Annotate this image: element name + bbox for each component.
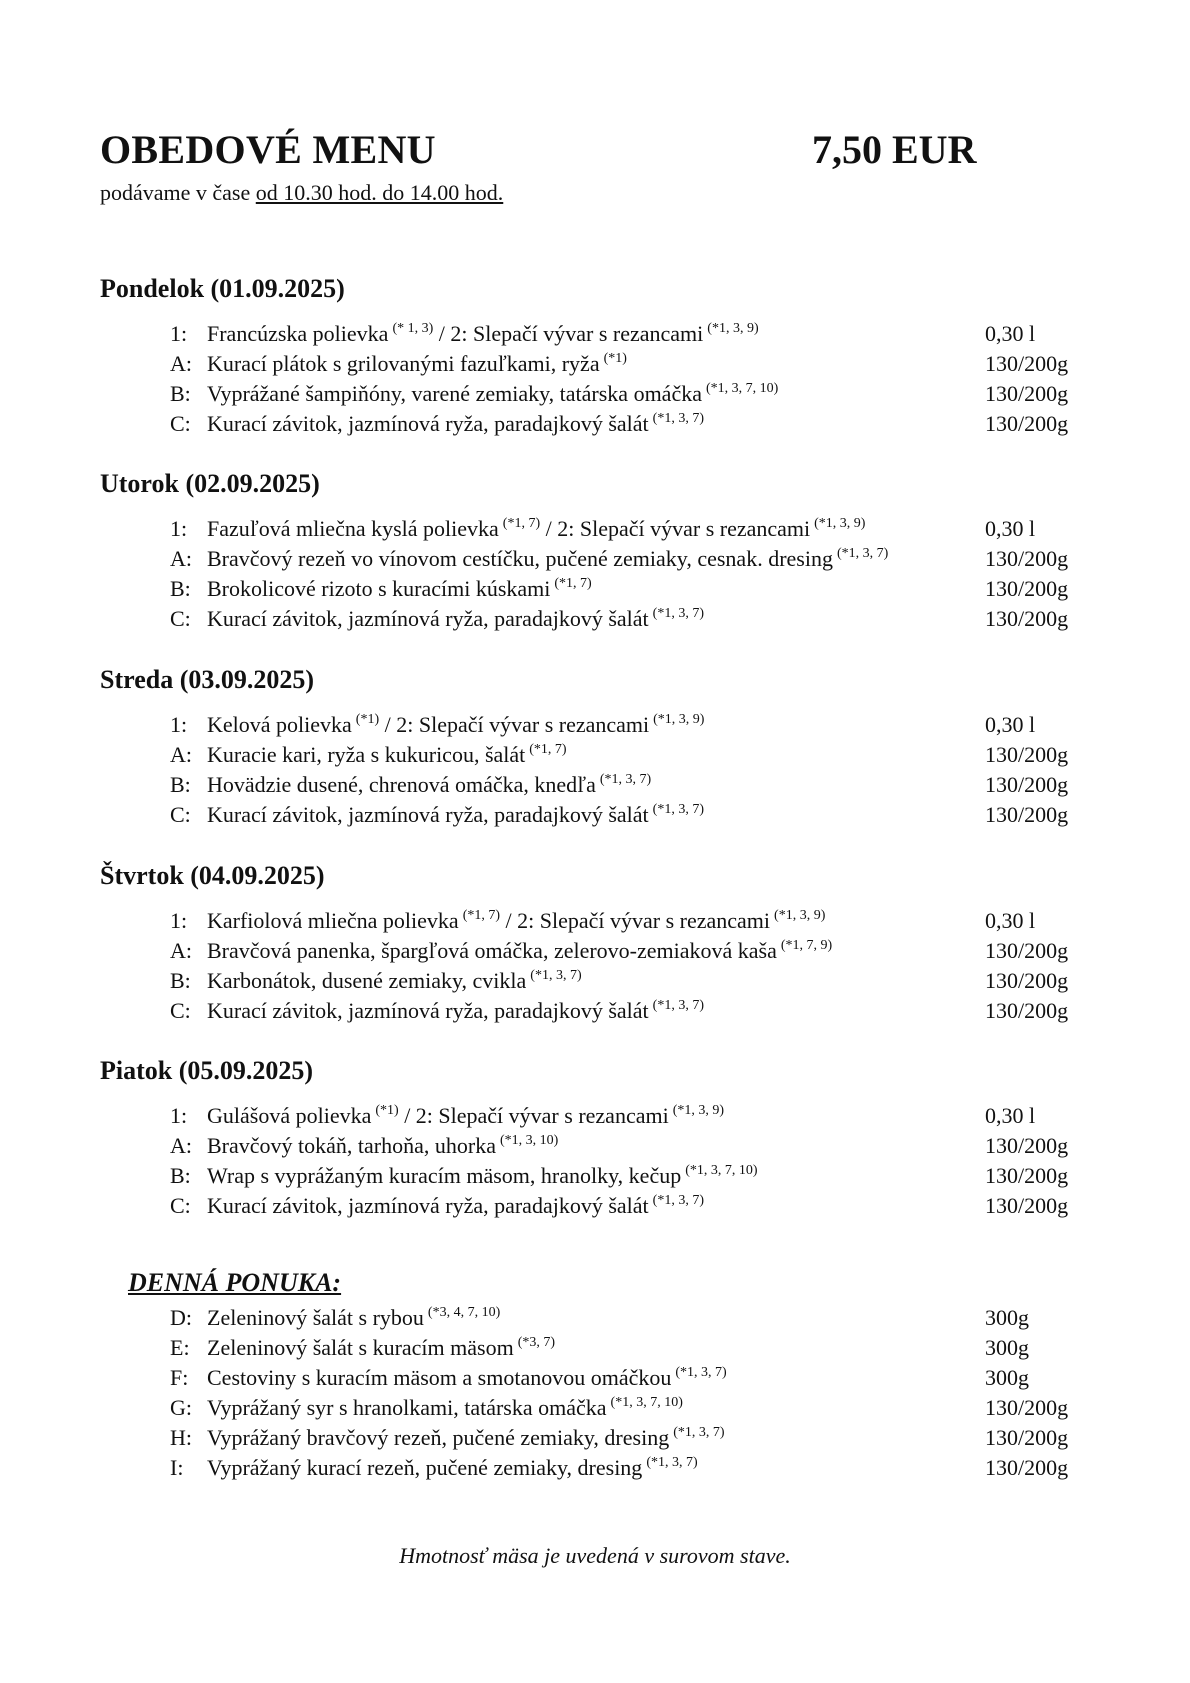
item-name-line (207, 576, 592, 602)
item-amount: 130/200g (985, 742, 1069, 767)
menu-item-row (0, 411, 1190, 441)
item-name-alt: / 2: Slepačí vývar s rezancami (379, 712, 650, 737)
item-name-line (207, 411, 704, 437)
item-code: 1: (170, 712, 188, 737)
item-code: C: (170, 1193, 191, 1218)
item-amount: 130/200g (985, 938, 1069, 963)
allergen-codes: (*1, 7) (554, 576, 592, 591)
menu-item-row (0, 606, 1190, 636)
allergen-codes: (*3, 7) (517, 1335, 556, 1350)
item-name: Francúzska polievka (207, 321, 389, 346)
item-amount: 130/200g (985, 998, 1069, 1023)
allergen-codes: (*1, 3, 7) (836, 546, 889, 561)
item-amount: 130/200g (985, 1455, 1069, 1480)
menu-item-row (0, 1425, 1190, 1455)
item-name: Bravčový rezeň vo vínovom cestíčku, pučené zemiaky, cesnak. dresing (207, 546, 833, 571)
allergen-codes: (*1, 7) (502, 516, 541, 531)
menu-item-row (0, 1335, 1190, 1365)
item-code: B: (170, 772, 191, 797)
item-code: C: (170, 411, 191, 436)
item-name: Kurací závitok, jazmínová ryža, paradajkový šalát (207, 998, 649, 1023)
menu-item-row (0, 938, 1190, 968)
menu-item-row (0, 772, 1190, 802)
item-code: C: (170, 802, 191, 827)
item-name: Kurací závitok, jazmínová ryža, paradajkový šalát (207, 802, 649, 827)
allergen-codes: (*1) (355, 712, 380, 727)
item-amount: 130/200g (985, 1425, 1069, 1450)
item-name-line (207, 968, 582, 994)
allergen-codes: (* 1, 3) (392, 321, 434, 336)
item-name: Kurací závitok, jazmínová ryža, paradajkový šalát (207, 606, 649, 631)
item-name: Kuracie kari, ryža s kukuricou, šalát (207, 742, 526, 767)
allergen-codes: (*1, 3, 7) (599, 772, 652, 787)
item-amount: 0,30 l (985, 908, 1036, 933)
item-name: Vyprážané šampiňóny, varené zemiaky, tatárska omáčka (207, 381, 702, 406)
item-code: H: (170, 1425, 192, 1450)
item-name-line (207, 606, 704, 632)
allergen-codes: (*1) (375, 1103, 399, 1118)
item-name: Cestoviny s kuracím mäsom a smotanovou omáčkou (207, 1365, 672, 1390)
item-amount: 130/200g (985, 1193, 1069, 1218)
item-name: Vyprážaný syr s hranolkami, tatárska omáčka (207, 1395, 607, 1420)
item-amount: 130/200g (985, 1163, 1069, 1188)
menu-item-row (0, 351, 1190, 381)
footnote: Hmotnosť mäsa je uvedená v surovom stave. (399, 1543, 791, 1568)
menu-price: 7,50 EUR (812, 127, 977, 172)
item-name: Fazuľová mliečna kyslá polievka (207, 516, 499, 541)
item-amount: 0,30 l (985, 1103, 1036, 1128)
item-amount: 300g (985, 1365, 1029, 1390)
allergen-codes: (*1, 3, 7) (646, 1455, 698, 1470)
item-name-line (207, 772, 651, 798)
item-amount: 130/200g (985, 381, 1069, 406)
item-amount: 130/200g (985, 606, 1069, 631)
item-code: D: (170, 1305, 192, 1330)
allergen-codes: (*1, 3, 7) (673, 1425, 725, 1440)
item-name: Gulášová polievka (207, 1103, 372, 1128)
allergen-codes: (*1, 3, 7, 10) (610, 1395, 683, 1410)
item-name: Brokolicové rizoto s kuracími kúskami (207, 576, 551, 601)
item-name: Kurací závitok, jazmínová ryža, paradajkový šalát (207, 411, 649, 436)
item-name: Wrap s vyprážaným kuracím mäsom, hranolky, kečup (207, 1163, 682, 1188)
menu-item-row (0, 546, 1190, 576)
allergen-codes: (*1, 3, 7) (652, 1193, 704, 1208)
item-name-line (207, 381, 778, 407)
allergen-codes-alt: (*1, 3, 9) (653, 712, 705, 727)
allergen-codes: (*1, 3, 7) (652, 998, 704, 1013)
menu-item-row (0, 1395, 1190, 1425)
item-name-line (207, 321, 759, 347)
item-name-alt: / 2: Slepačí vývar s rezancami (500, 908, 771, 933)
item-code: G: (170, 1395, 192, 1420)
item-code: B: (170, 968, 191, 993)
item-name: Vyprážaný kurací rezeň, pučené zemiaky, dresing (207, 1455, 643, 1480)
item-amount: 130/200g (985, 968, 1069, 993)
item-code: B: (170, 576, 191, 601)
day-heading: Pondelok (01.09.2025) (100, 274, 345, 303)
item-code: A: (170, 1133, 192, 1158)
item-amount: 0,30 l (985, 321, 1036, 346)
item-name: Karfiolová mliečna polievka (207, 908, 459, 933)
allergen-codes-alt: (*1, 3, 9) (814, 516, 866, 531)
menu-title: OBEDOVÉ MENU (100, 127, 436, 172)
item-name: Bravčová panenka, špargľová omáčka, zelerovo-zemiaková kaša (207, 938, 777, 963)
allergen-codes: (*1, 7, 9) (780, 938, 833, 953)
item-name-line (207, 802, 704, 828)
item-amount: 300g (985, 1335, 1029, 1360)
menu-item-row (0, 1133, 1190, 1163)
allergen-codes-alt: (*1, 3, 9) (672, 1103, 725, 1118)
item-amount: 130/200g (985, 576, 1069, 601)
serving-time (100, 180, 503, 206)
item-code: B: (170, 1163, 191, 1188)
allergen-codes: (*1, 3, 7) (652, 606, 704, 621)
item-code: 1: (170, 908, 188, 933)
daily-offer-title: DENNÁ PONUKA: (128, 1268, 342, 1297)
day-heading: Piatok (05.09.2025) (100, 1056, 314, 1085)
item-amount: 0,30 l (985, 516, 1036, 541)
item-amount: 130/200g (985, 1133, 1069, 1158)
item-name-alt: / 2: Slepačí vývar s rezancami (433, 321, 704, 346)
allergen-codes: (*1, 3, 7) (675, 1365, 727, 1380)
item-name-line (207, 1455, 698, 1481)
day-heading: Streda (03.09.2025) (100, 665, 315, 694)
menu-item-row (0, 742, 1190, 772)
menu-item-row (0, 576, 1190, 606)
item-code: C: (170, 998, 191, 1023)
item-name-line (207, 998, 704, 1024)
item-name-alt: / 2: Slepačí vývar s rezancami (540, 516, 811, 541)
item-name-line (207, 938, 832, 964)
item-code: A: (170, 546, 192, 571)
item-name-line (207, 1163, 758, 1189)
item-code: B: (170, 381, 191, 406)
item-name: Hovädzie dusené, chrenová omáčka, knedľa (207, 772, 596, 797)
menu-item-row (0, 1305, 1190, 1335)
item-code: E: (170, 1335, 190, 1360)
item-amount: 130/200g (985, 351, 1069, 376)
day-heading: Utorok (02.09.2025) (100, 469, 320, 498)
item-code: C: (170, 606, 191, 631)
item-name-line (207, 1395, 683, 1421)
item-name-line (207, 712, 704, 738)
allergen-codes: (*1, 3, 7) (652, 802, 704, 817)
allergen-codes: (*1, 3, 10) (499, 1133, 559, 1148)
allergen-codes: (*1, 7) (529, 742, 567, 757)
menu-item-row (0, 1455, 1190, 1485)
item-name-line (207, 1193, 704, 1219)
item-name: Bravčový tokáň, tarhoňa, uhorka (207, 1133, 496, 1158)
item-name-line (207, 351, 627, 377)
menu-item-row (0, 712, 1190, 742)
menu-item-row (0, 998, 1190, 1028)
item-name-line (207, 742, 567, 768)
item-amount: 130/200g (985, 772, 1069, 797)
item-name: Zeleninový šalát s rybou (207, 1305, 424, 1330)
item-name-line (207, 1425, 725, 1451)
item-code: A: (170, 938, 192, 963)
item-code: 1: (170, 1103, 188, 1128)
item-name: Kelová polievka (207, 712, 352, 737)
menu-item-row (0, 321, 1190, 351)
serving-prefix: podávame v čase (100, 180, 256, 205)
allergen-codes: (*1, 3, 7) (530, 968, 582, 983)
item-amount: 130/200g (985, 1395, 1069, 1420)
item-name-line (207, 546, 888, 572)
menu-item-row (0, 908, 1190, 938)
allergen-codes: (*3, 4, 7, 10) (427, 1305, 501, 1320)
menu-item-row (0, 516, 1190, 546)
menu-item-row (0, 381, 1190, 411)
item-code: 1: (170, 321, 188, 346)
item-name-alt: / 2: Slepačí vývar s rezancami (398, 1103, 669, 1128)
item-code: I: (170, 1455, 184, 1480)
day-heading: Štvrtok (04.09.2025) (100, 861, 325, 890)
menu-item-row (0, 1365, 1190, 1395)
allergen-codes: (*1, 3, 7, 10) (685, 1163, 758, 1178)
menu-item-row (0, 1163, 1190, 1193)
item-amount: 130/200g (985, 802, 1069, 827)
item-amount: 130/200g (985, 411, 1069, 436)
item-name-line (207, 1103, 724, 1129)
allergen-codes: (*1) (603, 351, 627, 366)
item-name-line (207, 1133, 558, 1159)
item-name: Karbonátok, dusené zemiaky, cvikla (207, 968, 527, 993)
item-amount: 130/200g (985, 546, 1069, 571)
item-name-line (207, 1335, 555, 1361)
item-name-line (207, 1305, 500, 1331)
item-name-line (207, 1365, 727, 1391)
item-code: F: (170, 1365, 189, 1390)
item-name: Kurací plátok s grilovanými fazuľkami, ryža (207, 351, 600, 376)
menu-item-row (0, 1193, 1190, 1223)
menu-item-row (0, 968, 1190, 998)
item-name-line (207, 516, 865, 542)
item-code: A: (170, 351, 192, 376)
item-code: 1: (170, 516, 188, 541)
item-name: Kurací závitok, jazmínová ryža, paradajkový šalát (207, 1193, 649, 1218)
allergen-codes-alt: (*1, 3, 9) (707, 321, 759, 336)
item-code: A: (170, 742, 192, 767)
item-name: Zeleninový šalát s kuracím mäsom (207, 1335, 514, 1360)
allergen-codes: (*1, 3, 7) (652, 411, 704, 426)
item-amount: 0,30 l (985, 712, 1036, 737)
menu-item-row (0, 1103, 1190, 1133)
serving-hours: od 10.30 hod. do 14.00 hod. (255, 180, 504, 205)
allergen-codes: (*1, 7) (462, 908, 501, 923)
allergen-codes-alt: (*1, 3, 9) (774, 908, 826, 923)
menu-item-row (0, 802, 1190, 832)
allergen-codes: (*1, 3, 7, 10) (705, 381, 779, 396)
item-name-line (207, 908, 825, 934)
item-amount: 300g (985, 1305, 1029, 1330)
item-name: Vyprážaný bravčový rezeň, pučené zemiaky, dresing (207, 1425, 670, 1450)
